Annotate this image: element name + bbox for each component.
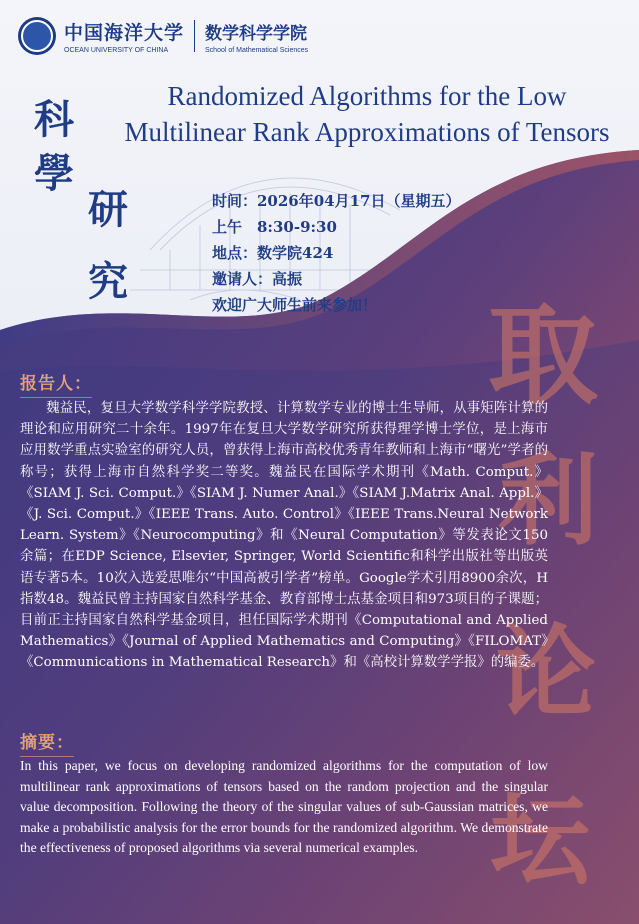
school-name-cn: 数学科学学院 xyxy=(205,23,308,44)
abstract-text: In this paper, we focus on developing randomized algorithms for the computation of low multilinear rank approximations of tensors based on the random projection and the singular value decomposition. Following the theory of the singular values of sub-Gaussian matrices, we make a probabilistic analysis for the error bounds for the randomized algorithm. We demonstrate the effectiveness of proposed algorithms via several numerical examples. xyxy=(20,758,548,856)
series-char-1: 科 xyxy=(34,96,74,143)
series-char-4: 究 xyxy=(88,258,128,305)
speaker-heading xyxy=(20,369,92,394)
calligraphy-char-3: 论 xyxy=(496,613,596,731)
talk-title-line-2: Multilinear Rank Approximations of Tensors xyxy=(124,117,610,147)
speaker-bio-text: 魏益民，复旦大学数学科学学院教授、计算数学专业的博士生导师，从事矩阵计算的理论和应用研究二十余年。1997年在复旦大学数学研究所获得理学博士学位，是上海市应用数学重点实验室的研究人员，曾获得上海市高校优秀青年教师和上海市“曙光”学者的称号；获得上海市自然科学奖二等奖。魏益民在国际学术期刊《Math. Comput.》《SIAM J. Sci. Comput.》《SIAM J. Numer Anal.》《SIAM J.Matrix Anal. Appl.》《J. Sci. Comput.》《IEEE Trans. Auto. Control》《IEEE Trans.Neural Network Learn. System》《Neurocomputing》和《Neural Computation》等发表论文150余篇；在EDP Science, Elsevier, Springer, World Scientific和科学出版社等出版英语专著5本。10次入选爱思唯尔“中国高被引学者”榜单。Google学术引用8900余次，H指数48。魏益民曾主持国家自然科学基金、教育部博士点基金项目和973项目的子课题；目前正主持国家自然科学基金项目，担任国际学术期刊《Computational and Applied Mathematics》《Journal of Applied Mathematics and Computing》《FILOMAT》《Communications in Mathematical Research》和《高校计算数学学报》的编委。 xyxy=(20,401,548,671)
university-name xyxy=(64,18,184,54)
school-name xyxy=(205,19,308,54)
university-logo xyxy=(18,17,56,55)
event-time: 时间：2026年04月17日（星期五） xyxy=(212,192,461,210)
event-session: 上午 8:30-9:30 xyxy=(212,218,337,236)
header-divider xyxy=(194,20,195,52)
talk-title-line-1: Randomized Algorithms for the Low xyxy=(167,81,567,111)
event-info xyxy=(212,188,461,318)
series-char-3: 研 xyxy=(88,186,128,233)
event-welcome: 欢迎广大师生前来参加！ xyxy=(212,296,378,314)
event-location: 地点：数学院424 xyxy=(212,244,334,262)
header xyxy=(18,14,308,58)
school-name-en: School of Mathematical Sciences xyxy=(205,46,309,54)
calligraphy-char-4: 坛 xyxy=(490,781,590,899)
event-host: 邀请人：高振 xyxy=(212,270,303,288)
university-name-en: OCEAN UNIVERSITY OF CHINA xyxy=(64,47,169,54)
talk-title xyxy=(112,78,622,150)
speaker-heading-text: 报告人： xyxy=(20,374,92,394)
series-char-2: 學 xyxy=(34,150,74,197)
university-name-cn: 中国海洋大学 xyxy=(64,22,185,44)
calligraphy-char-2: 利 xyxy=(498,441,598,559)
abstract-heading xyxy=(20,728,74,753)
speaker-bio xyxy=(20,398,548,674)
calligraphy-char-1: 取 xyxy=(488,291,598,420)
abstract-heading-text: 摘要： xyxy=(20,733,74,753)
